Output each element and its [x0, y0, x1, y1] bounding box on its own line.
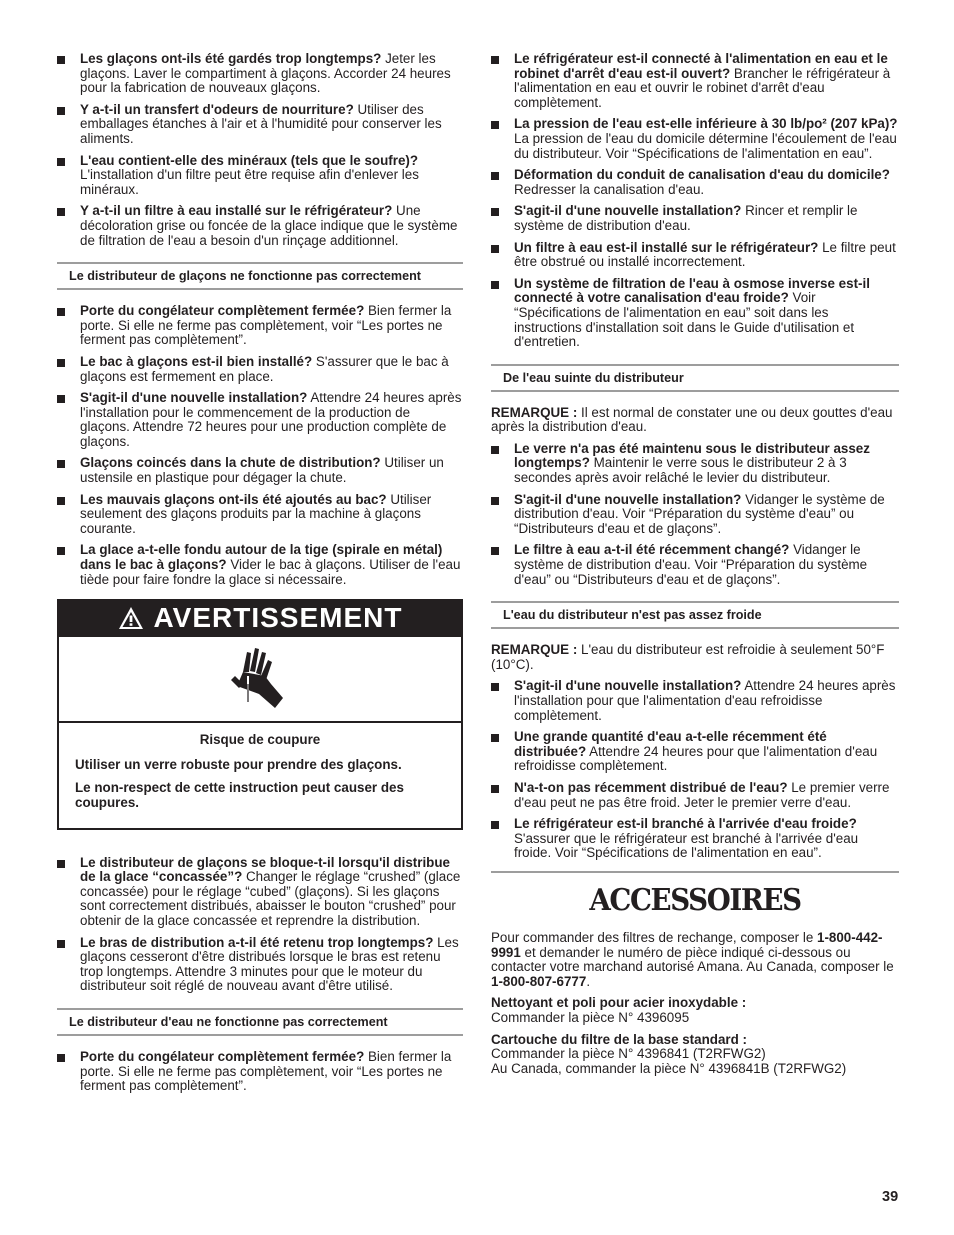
list-item: Les mauvais glaçons ont-ils été ajoutés au bac? Utiliser seulement des glaçons produits par la machine à glaçons courante. — [57, 493, 463, 537]
note-cold: REMARQUE : L'eau du distributeur est refroidie à seulement 50°F (10°C). — [491, 642, 885, 672]
list-item: Le verre n'a pas été maintenu sous le distributeur assez longtemps? Maintenir le verre sous le distributeur 2 à 3 secondes après avoir relâché le levier du distributeur. — [491, 442, 899, 486]
page-number: 39 — [882, 1189, 899, 1205]
section-heading-water-leak: De l'eau suinte du distributeur — [491, 364, 899, 392]
list-item: N'a-t-on pas récemment distribué de l'eau? Le premier verre d'eau peut ne pas être froid. Jeter le premier verre d'eau. — [491, 781, 899, 810]
cut-hand-icon — [225, 644, 295, 714]
accessories-title: ACCESSOIRES — [589, 882, 801, 918]
list-item: Le réfrigérateur est-il branché à l'arrivée d'eau froide? S'assurer que le réfrigérateur est branché à l'arrivée d'eau froide. Voir “Spécifications de l'alimentation en eau”. — [491, 817, 899, 861]
phone-us: 1-800-442-9991 — [491, 929, 883, 960]
list-item: S'agit-il d'une nouvelle installation? Attendre 24 heures après l'installation pour le commencement de la production de glaçons. Attendre 72 heures pour une production complète de glaçons. — [57, 391, 463, 449]
list-item: S'agit-il d'une nouvelle installation? Vidanger le système de distribution d'eau. Voir “Préparation du système d'eau” ou “Distributeurs d'eau et de glaçons”. — [491, 493, 899, 537]
warning-triangle-icon — [118, 606, 144, 630]
right-intro-list — [491, 52, 899, 350]
list-item: Un filtre à eau est-il installé sur le réfrigérateur? Le filtre peut être obstrué ou installé incorrectement. — [491, 241, 899, 270]
left-intro-list — [57, 52, 463, 248]
list-item: Une grande quantité d'eau a-t-elle récemment été distribuée? Attendre 24 heures pour que l'alimentation d'eau refroidisse complètement. — [491, 730, 899, 774]
water-cold-list — [491, 679, 899, 861]
warning-box — [57, 599, 463, 829]
accessories-intro: Pour commander des filtres de rechange, composer le 1-800-442-9991 et demander le numéro de pièce indiqué ci-dessous ou contacter votre marchand autorisé Amana. Au Canada, composer le 1-800-807-6777. — [491, 929, 894, 989]
after-warning-list — [57, 856, 463, 994]
list-item: L'eau contient-elle des minéraux (tels que le soufre)? L'installation d'un filtre peut être requise afin d'enlever les minéraux. — [57, 154, 463, 198]
note-leak: REMARQUE : Il est normal de constater une ou deux gouttes d'eau après la distribution d'eau. — [491, 404, 893, 435]
list-item: Y a-t-il un transfert d'odeurs de nourriture? Utiliser des emballages étanches à l'air et à l'humidité pour conserver les aliments. — [57, 103, 463, 147]
list-item: Y a-t-il un filtre à eau installé sur le réfrigérateur? Une décoloration grise ou foncée de la glace indique que le système de filtration de l'eau a besoin d'un rinçage additionnel. — [57, 204, 463, 248]
warning-pictogram — [59, 637, 461, 723]
phone-ca: 1-800-807-6777 — [491, 973, 587, 989]
warning-title: AVERTISSEMENT — [153, 602, 403, 634]
section-heading-ice-dispenser: Le distributeur de glaçons ne fonctionne pas correctement — [57, 262, 463, 290]
warning-header — [57, 599, 463, 637]
list-item: Le bac à glaçons est-il bien installé? S'assurer que le bac à glaçons est fermement en place. — [57, 355, 463, 384]
right-column — [491, 52, 899, 1083]
list-item: Porte du congélateur complètement fermée? Bien fermer la porte. Si elle ne ferme pas complètement, voir “Les portes ne ferment pas complètement”. — [57, 304, 463, 348]
water-leak-list — [491, 442, 899, 587]
list-item: Déformation du conduit de canalisation d'eau du domicile? Redresser la canalisation d'eau. — [491, 168, 899, 197]
warning-consequence: Le non-respect de cette instruction peut causer des coupures. — [75, 780, 404, 810]
list-item: Le bras de distribution a-t-il été retenu trop longtemps? Les glaçons cesseront d'être distribués lorsque le bras est retenu trop longtemps. Attendre 3 minutes pour que le moteur du distributeur soit réglé de nouveau avant d'être utilisé. — [57, 936, 463, 994]
list-item: La pression de l'eau est-elle inférieure à 30 lb/po² (207 kPa)? La pression de l'eau du domicile détermine l'écoulement de l'eau du distributeur. Voir “Spécifications de l'alimentation en eau”. — [491, 117, 899, 161]
section-heading-water-cold: L'eau du distributeur n'est pas assez froide — [491, 601, 899, 629]
list-item: Glaçons coincés dans la chute de distribution? Utiliser un ustensile en plastique pour dégager la chute. — [57, 456, 463, 485]
list-item: S'agit-il d'une nouvelle installation? Attendre 24 heures après l'installation pour que l'alimentation d'eau refroidisse complètement. — [491, 679, 899, 723]
list-item: Le distributeur de glaçons se bloque-t-il lorsqu'il distribue de la glace “concassée”? Changer le réglage “crushed” (glace concassée) pour le réglage “cubed” (glaçons). Si les glaçons sont correctement distribués, abaisser le bouton “crushed” pour obtenir de la glace concassée et reprendre la distribution. — [57, 856, 463, 929]
list-item: La glace a-t-elle fondu autour de la tige (spirale en métal) dans le bac à glaçons? Vider le bac à glaçons. Utiliser de l'eau tiède pour faire fondre la glace si nécessaire. — [57, 543, 463, 587]
water-dispenser-list — [57, 1050, 463, 1094]
list-item: Le réfrigérateur est-il connecté à l'alimentation en eau et le robinet d'arrêt d'eau est-il ouvert? Brancher le réfrigérateur à l'alimentation en eau et ouvrir le robinet d'arrêt d'eau complètement. — [491, 52, 899, 110]
list-item: Porte du congélateur complètement fermée? Bien fermer la porte. Si elle ne ferme pas complètement, voir “Les portes ne ferment pas complètement”. — [57, 1050, 463, 1094]
list-item: Un système de filtration de l'eau à osmose inverse est-il connecté à votre canalisation d'eau froide? Voir “Spécifications de l'alimentation en eau” soit dans les instructions d'installation soit dans le Guide d'utilisation et d'entretien. — [491, 277, 899, 350]
warning-body — [59, 723, 461, 827]
warning-instruction: Utiliser un verre robuste pour prendre des glaçons. — [75, 756, 402, 772]
left-column — [57, 52, 463, 1101]
list-item: Les glaçons ont-ils été gardés trop longtemps? Jeter les glaçons. Laver le compartiment à glaçons. Accorder 24 heures pour la fabrication de nouveaux glaçons. — [57, 52, 463, 96]
ice-dispenser-list — [57, 304, 463, 587]
accessory-cleaner: Nettoyant et poli pour acier inoxydable : Commander la pièce N° 4396095 — [491, 995, 747, 1025]
warning-risk: Risque de coupure — [199, 732, 321, 748]
list-item: S'agit-il d'une nouvelle installation? Rincer et remplir le système de distribution d'eau. — [491, 204, 899, 233]
list-item: Le filtre à eau a-t-il été récemment changé? Vidanger le système de distribution d'eau. Voir “Préparation du système d'eau” ou “Distributeurs d'eau et de glaçons”. — [491, 543, 899, 587]
accessories-divider — [491, 871, 899, 873]
accessory-filter: Cartouche du filtre de la base standard : Commander la pièce N° 4396841 (T2RFWG2) Au Canada, commander la pièce N° 4396841B (T2RFWG2) — [491, 1031, 847, 1076]
section-heading-water-dispenser: Le distributeur d'eau ne fonctionne pas correctement — [57, 1008, 463, 1036]
